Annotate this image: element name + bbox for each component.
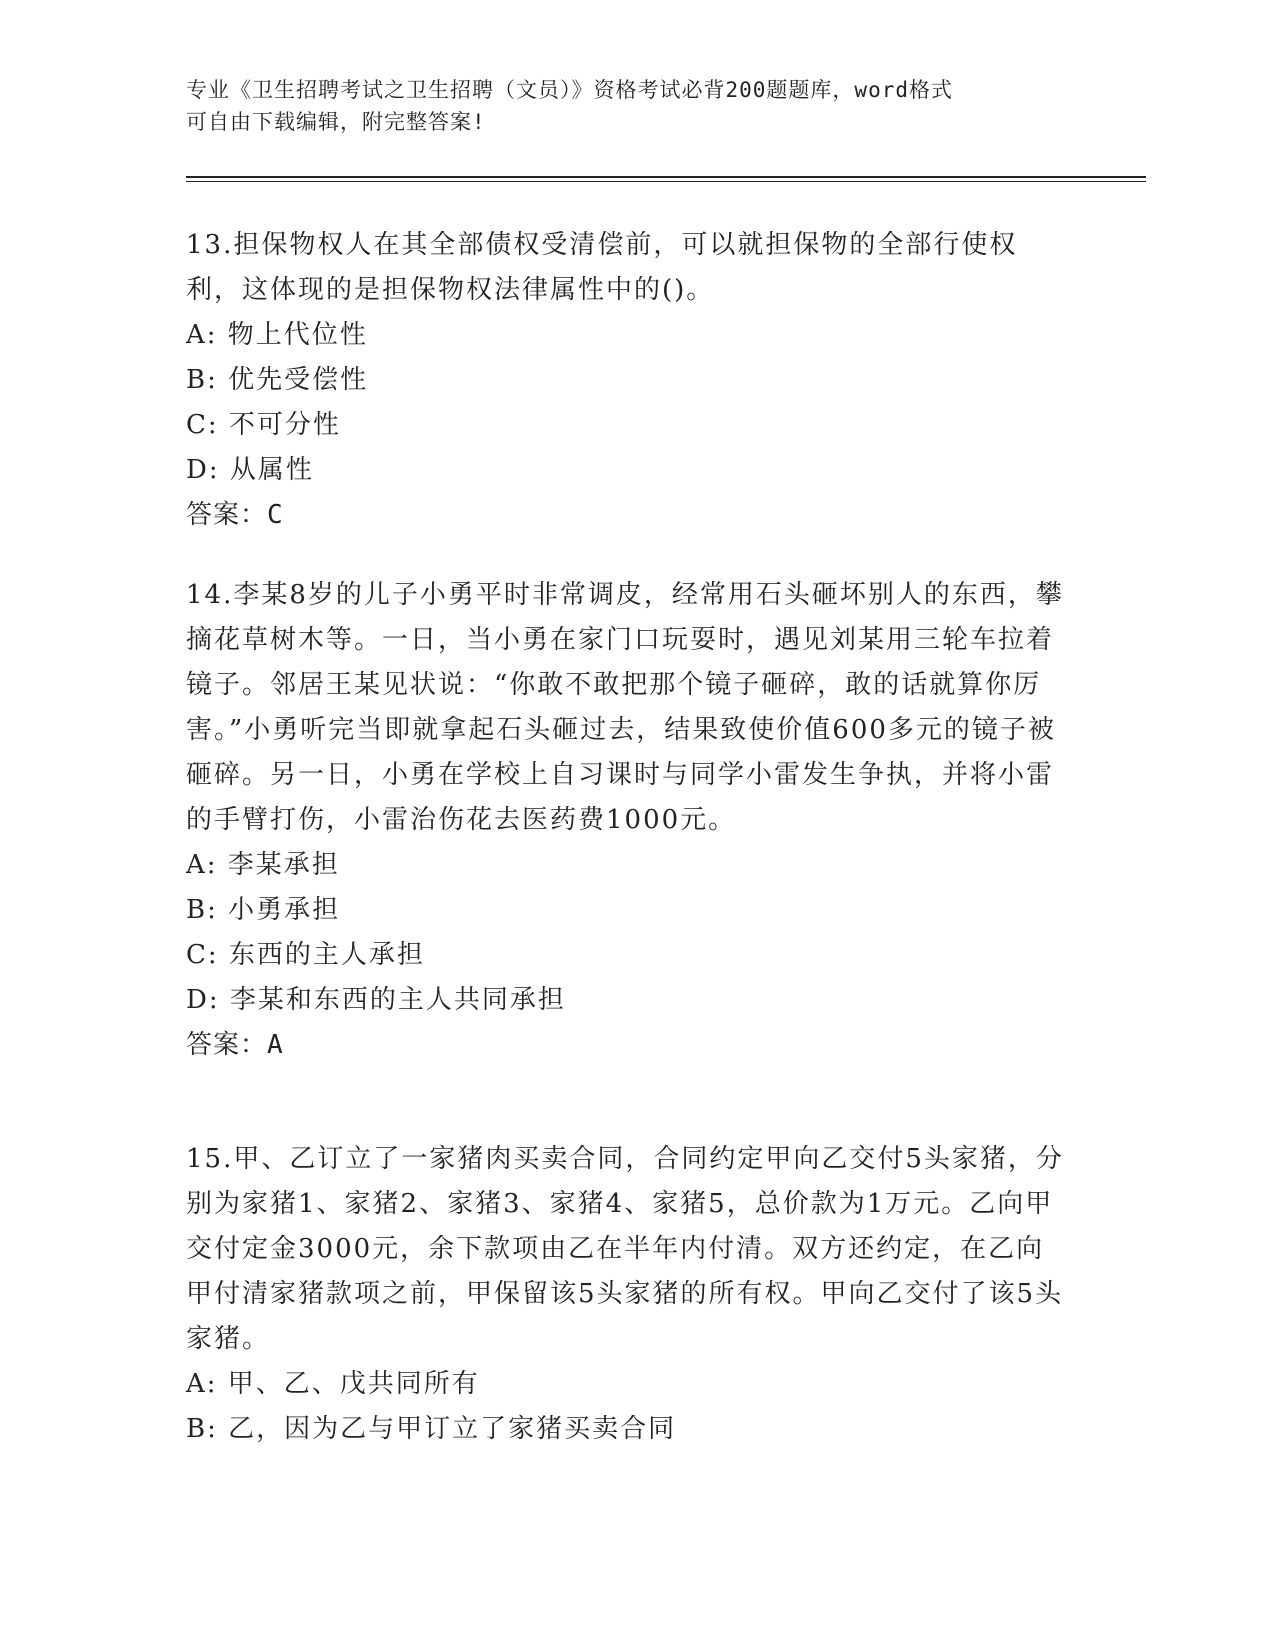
document-header	[186, 74, 1066, 138]
option-b: B: 优先受偿性	[186, 365, 369, 395]
question-stem: 14.李某8岁的儿子小勇平时非常调皮，经常用石头砸坏别人的东西，攀摘花草树木等。一日，当小勇在家门口玩耍时，遇见刘某用三轮车拉着镜子。邻居王某见状说：“你敢不敢把那个镜子砸碎，敢的话就算你厉害。”小勇听完当即就拿起石头砸过去，结果致使价值600多元的镜子被砸碎。另一日，小勇在学校上自习课时与同学小雷发生争执，并将小雷的手臂打伤，小雷治伤花去医药费1000元。	[186, 580, 1064, 835]
option-c: C: 东西的主人承担	[186, 940, 425, 970]
answer-label: 答案：	[186, 1030, 268, 1060]
question-stem: 15.甲、乙订立了一家猪肉买卖合同，合同约定甲向乙交付5头家猪，分别为家猪1、家猪2、家猪3、家猪4、家猪5，总价款为1万元。乙向甲交付定金3000元，余下款项由乙在半年内付清。双方还约定，在乙向甲付清家猪款项之前，甲保留该5头家猪的所有权。甲向乙交付了该5头家猪。	[186, 1144, 1064, 1354]
header-line-1: 专业《卫生招聘考试之卫生招聘（文员）》资格考试必背200题题库，word格式	[186, 78, 953, 102]
option-a: A: 甲、乙、戊共同所有	[186, 1369, 480, 1399]
question-stem: 13.担保物权人在其全部债权受清偿前，可以就担保物的全部行使权利，这体现的是担保物权法律属性中的()。	[186, 230, 1018, 305]
answer-label: 答案：	[186, 500, 268, 530]
option-a: A: 李某承担	[186, 850, 340, 880]
option-d: D: 李某和东西的主人共同承担	[186, 985, 566, 1015]
answer-value: C	[267, 500, 284, 530]
header-line-2: 可自由下载编辑，附完整答案!	[186, 110, 486, 134]
answer-line	[186, 493, 1066, 538]
answer-line	[186, 1023, 1066, 1068]
option-d: D: 从属性	[186, 455, 314, 485]
question-15	[186, 1137, 1066, 1452]
option-b: B: 小勇承担	[186, 895, 341, 925]
question-13	[186, 223, 1066, 538]
header-divider-thin	[186, 181, 1146, 182]
option-b: B: 乙，因为乙与甲订立了家猪买卖合同	[186, 1414, 677, 1444]
option-c: C: 不可分性	[186, 410, 341, 440]
answer-value: A	[267, 1030, 284, 1060]
option-a: A: 物上代位性	[186, 320, 368, 350]
header-divider-thick	[186, 176, 1146, 178]
question-14	[186, 573, 1066, 1068]
